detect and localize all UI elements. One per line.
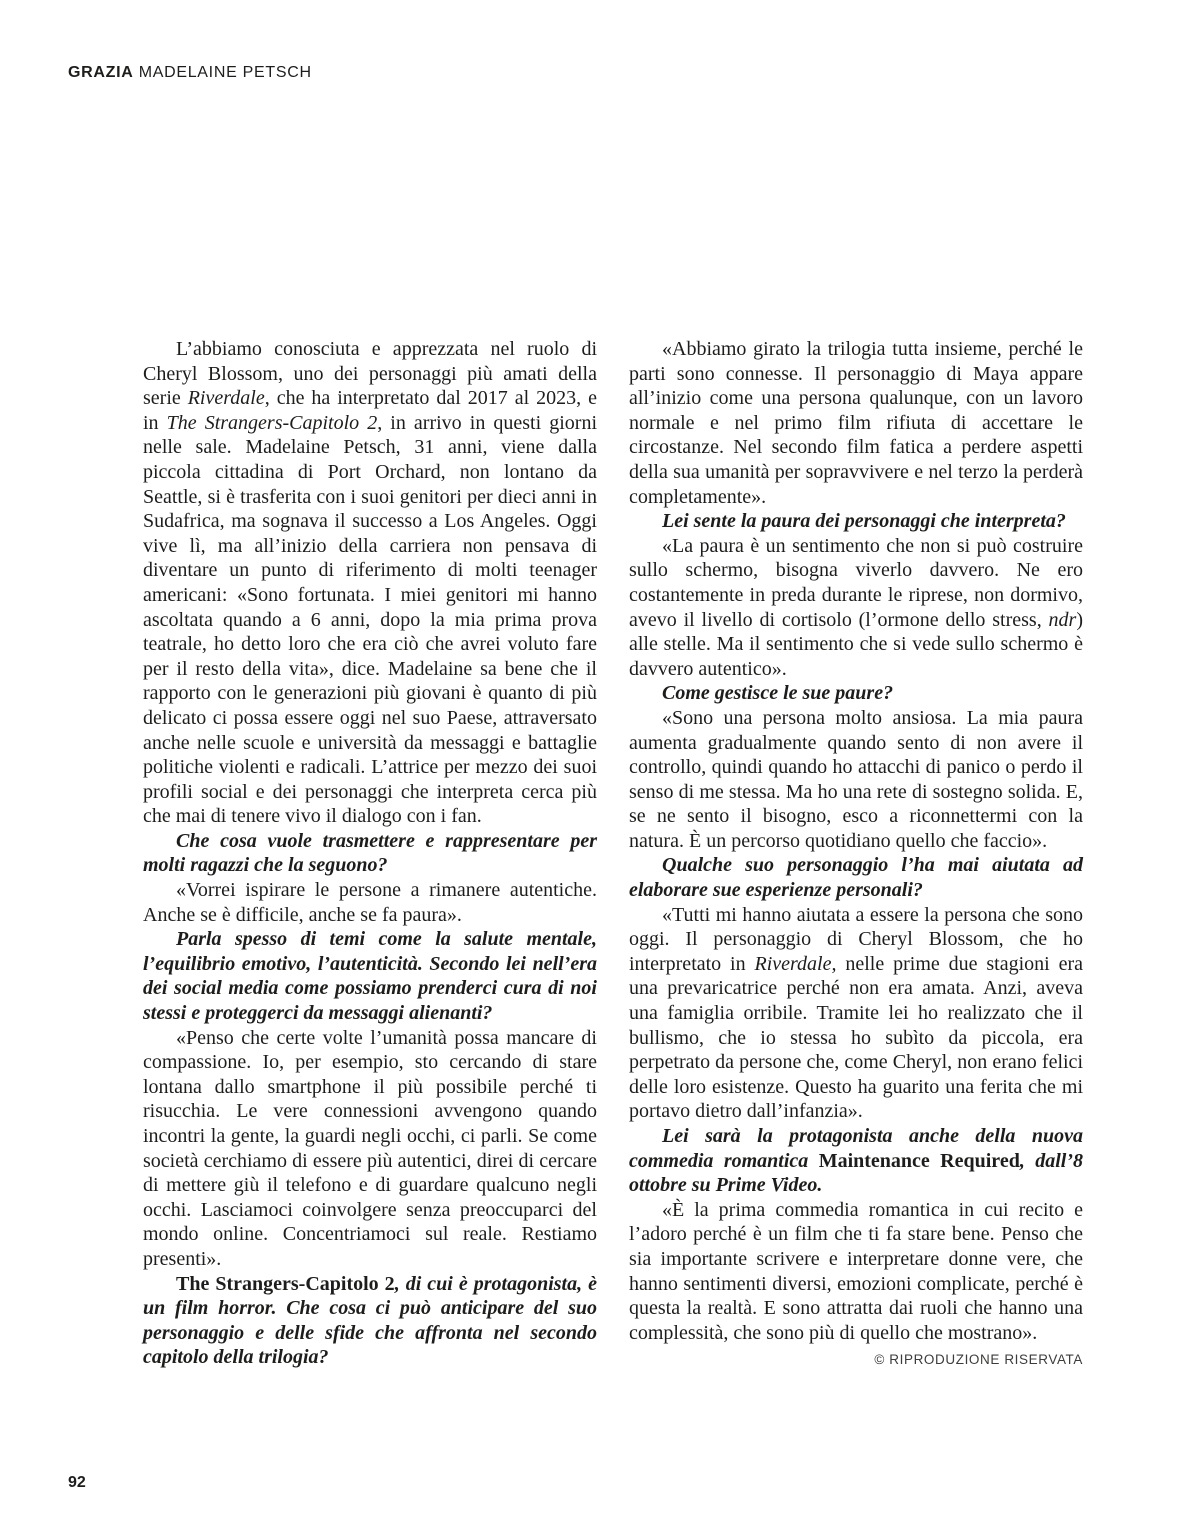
text-segment: Lei sarà la protagonista anche della nuova commedia romantica	[629, 1125, 1083, 1172]
text-segment: «Penso che certe volte l’umanità possa mancare di compassione. Io, per esempio, sto cercando di stare lontana dallo smartphone il più possibile perché ti risucchia. Le vere connessioni avvengono quando incontri la gente, la guardi negli occhi, ci parli. Se come società cerchiamo di essere più autentici, direi di cercare di mettere giù il telefono e di guardare qualcuno negli occhi. Lasciamoci coinvolgere senza preoccuparci del mondo online. Concentriamoci sul reale. Restiamo presenti».	[143, 1026, 597, 1270]
interview-question	[143, 1272, 597, 1370]
text-segment: ndr	[1048, 608, 1077, 631]
text-segment: The Strangers-Capitolo 2	[166, 411, 378, 434]
text-segment: Parla spesso di temi come la salute mentale, l’equilibrio emotivo, l’autenticità. Secondo lei nell’era dei social media come possiamo prenderci cura di noi stessi e proteggerci da messaggi alienanti?	[143, 928, 597, 1025]
text-segment: Qualche suo personaggio l’ha mai aiutata ad elaborare sue esperienze personali?	[629, 854, 1083, 902]
article-paragraph	[629, 1198, 1083, 1346]
page-number: 92	[68, 1474, 86, 1491]
article-paragraph	[629, 534, 1083, 682]
text-segment: Come gestisce le sue paure?	[662, 682, 894, 705]
subject-label: MADELAINE PETSCH	[138, 64, 312, 81]
interview-question	[143, 927, 597, 1025]
interview-question	[629, 509, 1083, 534]
running-header	[68, 64, 312, 82]
text-segment: L’abbiamo conosciuta e apprezzata nel ruolo di Cheryl Blossom, uno dei personaggi più amati della serie	[143, 338, 597, 410]
text-segment: «Vorrei ispirare le persone a rimanere autentiche. Anche se è difficile, anche se fa paura».	[143, 879, 597, 926]
article-paragraph	[143, 337, 597, 829]
interview-question	[143, 829, 597, 878]
interview-question	[629, 853, 1083, 902]
text-segment: Riverdale,	[754, 952, 837, 975]
article-paragraph	[143, 878, 597, 927]
text-segment: nelle prime due stagioni era una prevaricatrice perché non era amata. Anzi, aveva una famiglia orribile. Tramite lei ho realizzato che il bullismo, che io stessa ho subìto da piccola, era perpetrato da persone che, come Cheryl, non erano felici delle loro esistenze. Questo ha guarito una ferita che mi portavo dietro dall’infanzia».	[629, 952, 1084, 1123]
text-segment: Che cosa vuole trasmettere e rappresentare per molti ragazzi che la seguono?	[143, 829, 597, 877]
column-right	[629, 337, 1083, 1373]
column-left-blocks	[143, 337, 597, 1370]
text-segment: Riverdale	[187, 387, 265, 410]
text-segment: «Tutti mi hanno aiutata a essere la persona che sono oggi. Il personaggio di Cheryl Blossom, che ho interpretato in	[629, 903, 1083, 975]
text-segment: , di cui è protagonista, è un film horror. Che cosa ci può anticipare del suo personaggio e delle sfide che affronta nel secondo capitolo della trilogia?	[143, 1272, 597, 1369]
text-segment: «È la prima commedia romantica in cui recito e l’adoro perché è un film che ti fa stare bene. Penso che sia importante scrivere e interpretare donne vere, che hanno sentimenti diversi, emozioni complicate, perché è questa la realtà. E sono attratta dai ruoli che hanno una complessità, che sono più di quello che mostrano».	[629, 1198, 1083, 1344]
text-segment: «La paura è un sentimento che non si può costruire sullo schermo, bisogna viverlo davvero. Ne ero costantemente in preda durante le riprese, non dormivo, avevo il livello di cortisolo (l’ormone dello stress,	[629, 534, 1083, 631]
column-right-blocks	[629, 337, 1083, 1345]
column-left	[143, 337, 597, 1373]
text-segment: The Strangers-Capitolo 2	[176, 1272, 395, 1295]
text-segment: Maintenance Required	[818, 1149, 1020, 1172]
text-segment: Lei sente la paura dei personaggi che interpreta?	[662, 510, 1066, 533]
article-columns	[143, 337, 1084, 1373]
brand-label: GRAZIA	[68, 64, 134, 81]
article-paragraph	[629, 706, 1083, 854]
text-segment: , che ha interpretato dal 2017 al 2023, e in	[143, 387, 597, 434]
copyright-credit: © RIPRODUZIONE RISERVATA	[874, 1352, 1083, 1368]
text-segment: «Sono una persona molto ansiosa. La mia paura aumenta gradualmente quando sento di non avere il controllo, quindi quando ho attacchi di panico o perdo il senso di me stessa. Ma ho una rete di sostegno solida. E, se ne sento il bisogno, esco a riconnettermi con la natura. È un percorso quotidiano quello che faccio».	[629, 706, 1083, 852]
article-paragraph	[629, 337, 1083, 509]
article-paragraph	[629, 903, 1083, 1124]
interview-question	[629, 681, 1083, 706]
interview-question	[629, 1124, 1083, 1198]
text-segment: ) alle stelle. Ma il sentimento che si vede sullo schermo è davvero autentico».	[629, 608, 1083, 680]
article-paragraph	[143, 1026, 597, 1272]
text-segment: , in arrivo in questi giorni nelle sale. Madelaine Petsch, 31 anni, viene dalla piccola cittadina di Port Orchard, non lontano da Seattle, si è trasferita con i suoi genitori per dieci anni in Sudafrica, ma sognava il successo a Los Angeles. Oggi vive lì, ma all’inizio della carriera non pensava di diventare un punto di riferimento di molti teenager americani: «Sono fortunata. I miei genitori mi hanno ascoltata quando a 6 anni, dopo la mia prima prova teatrale, ho detto loro che era ciò che avrei voluto fare per il resto della vita», dice. Madelaine sa bene che il rapporto con le generazioni più giovani è quanto di più delicato ci possa essere oggi nel suo Paese, attraversato anche nelle scuole e università da messaggi e battaglie politiche violenti e radicali. L’attrice per mezzo dei suoi profili social e dei personaggi che interpreta cerca più che mai di tenere vivo il dialogo con i fan.	[143, 411, 597, 828]
text-segment: «Abbiamo girato la trilogia tutta insieme, perché le parti sono connesse. Il personaggio di Maya appare all’inizio come una persona qualunque, con un lavoro normale e nel primo film rifiuta di accettare le circostanze. Nel secondo film fatica a perdere aspetti della sua umanità per sopravvivere e nel terzo la perderà completamente».	[629, 338, 1083, 508]
text-segment: , dall’8 ottobre su Prime Video.	[629, 1149, 1083, 1197]
